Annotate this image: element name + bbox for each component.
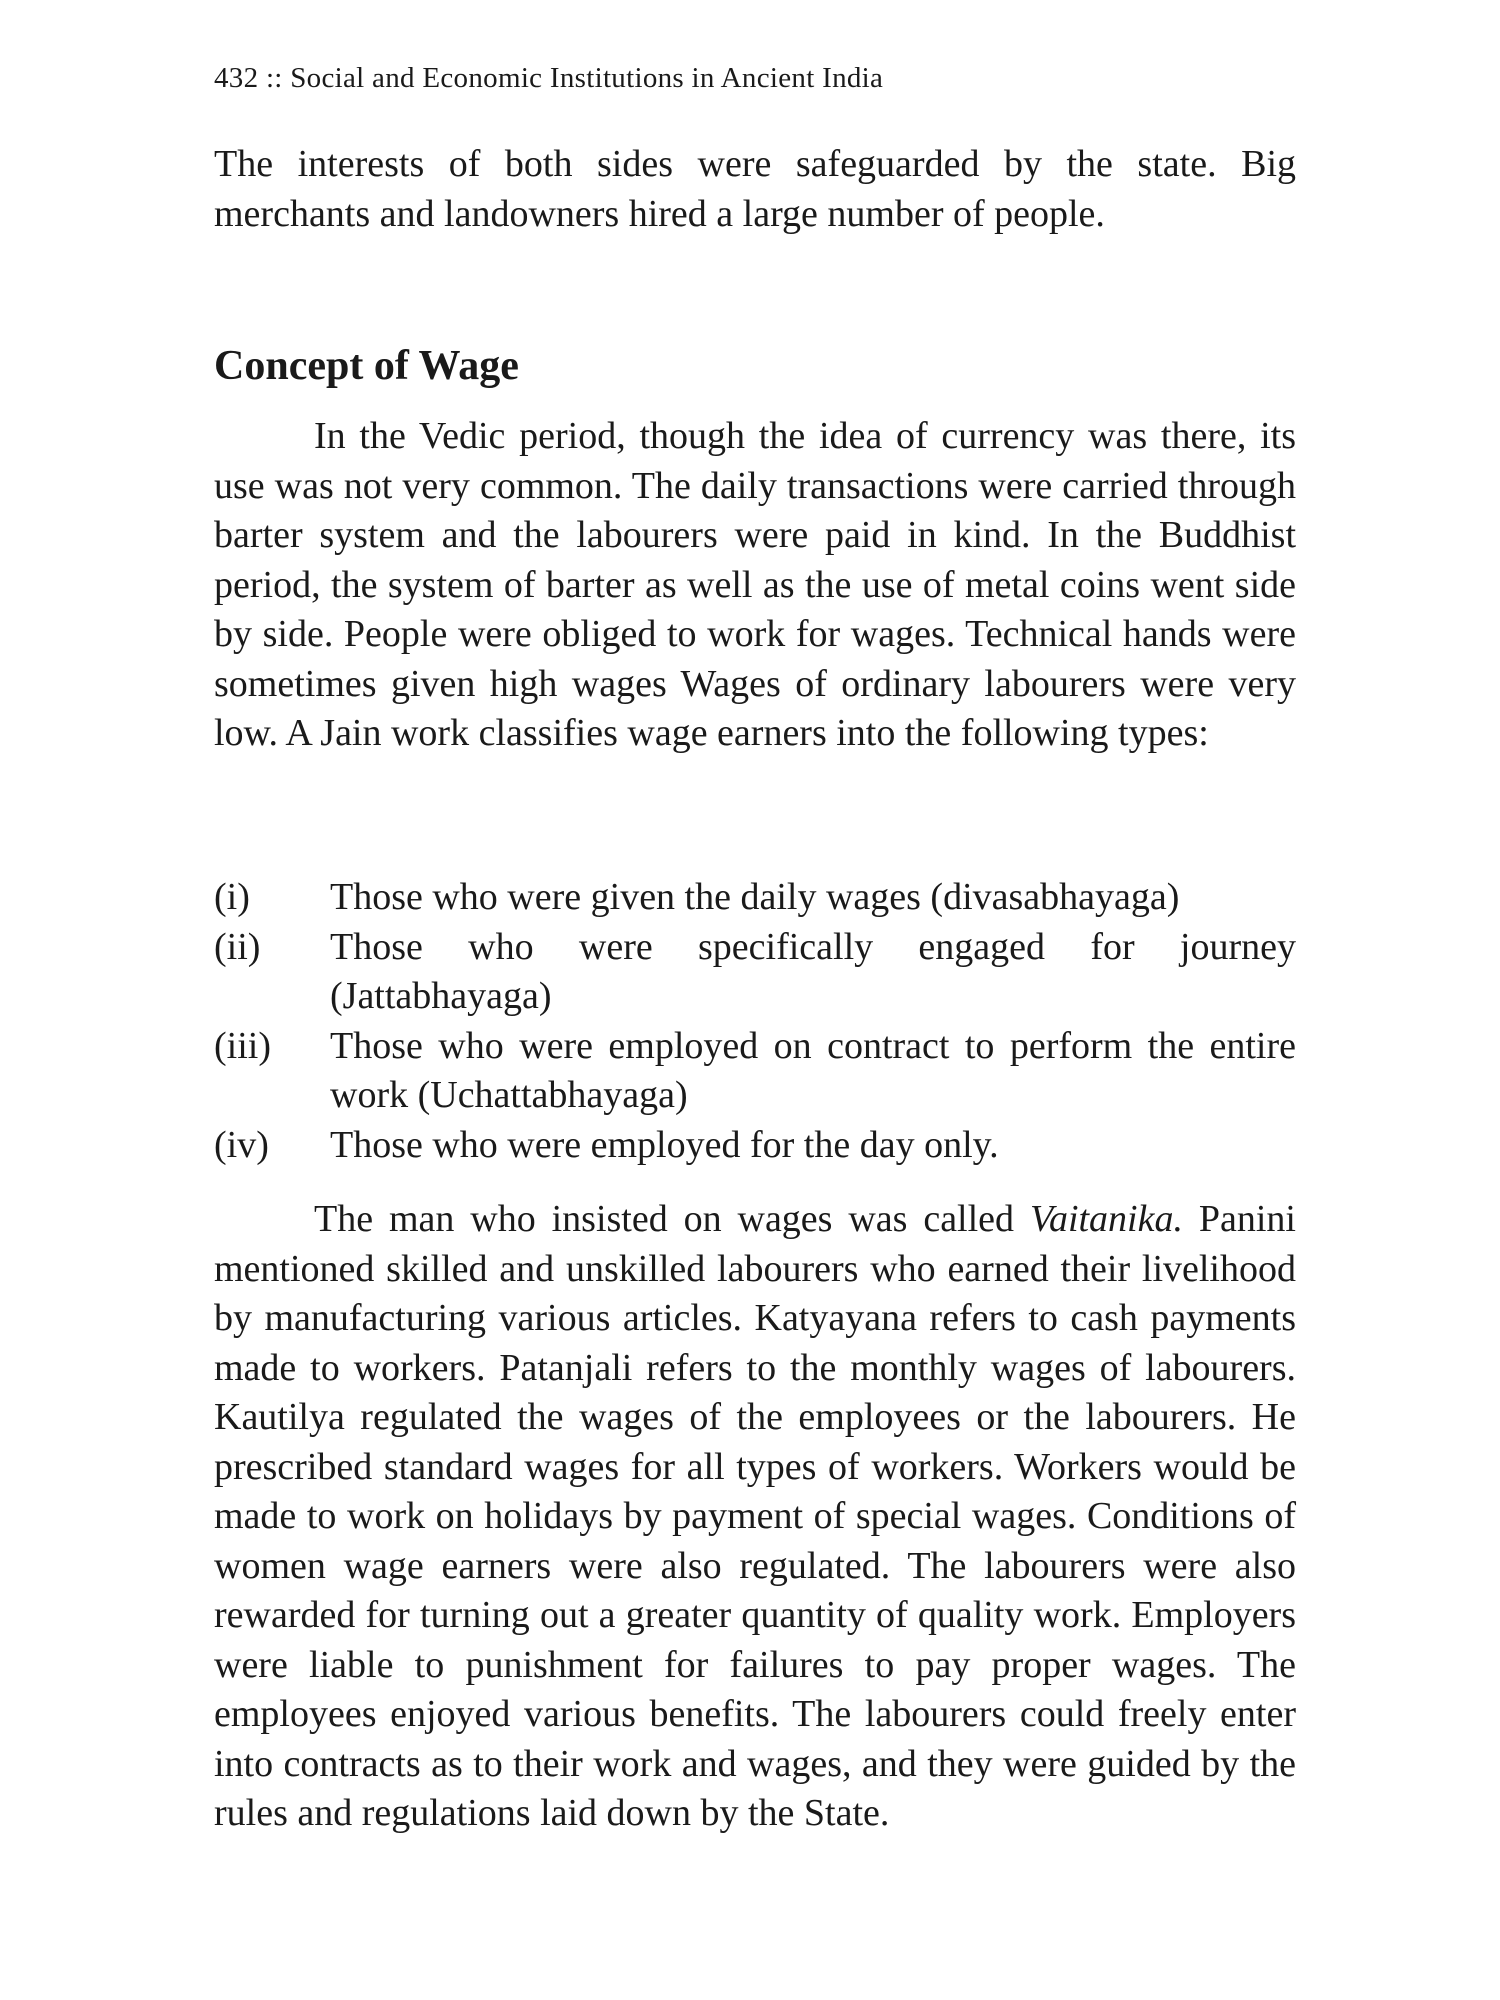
list-item <box>214 923 1296 1022</box>
list-item-text: Those who were specifically engaged for journey (Jattabhayaga) <box>330 925 1296 1017</box>
paragraph-vaitanika <box>214 1195 1296 1839</box>
paragraph-intro: The interests of both sides were safeguarded by the state. Big merchants and landowners hired a large number of people. <box>214 143 1296 235</box>
list-item-text: Those who were employed for the day only. <box>330 1123 999 1166</box>
list-item <box>214 873 1296 923</box>
list-item-text: Those who were employed on contract to perform the entire work (Uchattabhayaga) <box>330 1024 1296 1116</box>
list-item <box>214 1022 1296 1121</box>
term-vaitanika: Vaitanika. <box>1029 1198 1183 1240</box>
section-heading: Concept of Wage <box>214 343 519 389</box>
list-item-number: (i) <box>214 876 250 918</box>
list-item-number: (iv) <box>214 1123 269 1166</box>
list-item-number: (ii) <box>214 925 261 968</box>
wage-types-list <box>214 873 1296 1170</box>
list-item-text: Those who were given the daily wages (divasabhayaga) <box>330 876 1180 918</box>
running-head: 432 :: Social and Economic Institutions in Ancient India <box>214 62 884 94</box>
list-item-number: (iii) <box>214 1024 271 1067</box>
paragraph-rest: Panini mentioned skilled and unskilled labourers who earned their livelihood by manufacturing various articles. Katyayana refers to cash payments made to workers. Patanjali refers to the monthly wages of labourers. Kautilya regulated the wages of the employees or the labourers. He prescribed standard wages for all types of workers. Workers would be made to work on holidays by payment of special wages. Conditions of women wage earners were also regulated. The labourers were also rewarded for turning out a greater quantity of quality work. Employers were liable to punishment for failures to pay proper wages. The employees enjoyed various benefits. The labourers could freely enter into contracts as to their work and wages, and they were guided by the rules and regulations laid down by the State. <box>214 1198 1296 1834</box>
paragraph-lead: The man who insisted on wages was called <box>314 1198 1030 1240</box>
list-item <box>214 1121 1296 1171</box>
paragraph-vedic-period: In the Vedic period, though the idea of currency was there, its use was not very common. The daily transactions were carried through barter system and the labourers were paid in kind. In the Buddhist period, the system of barter as well as the use of metal coins went side by side. People were obliged to work for wages. Technical hands were sometimes given high wages Wages of ordinary labourers were very low. A Jain work classifies wage earners into the following types: <box>214 415 1296 754</box>
